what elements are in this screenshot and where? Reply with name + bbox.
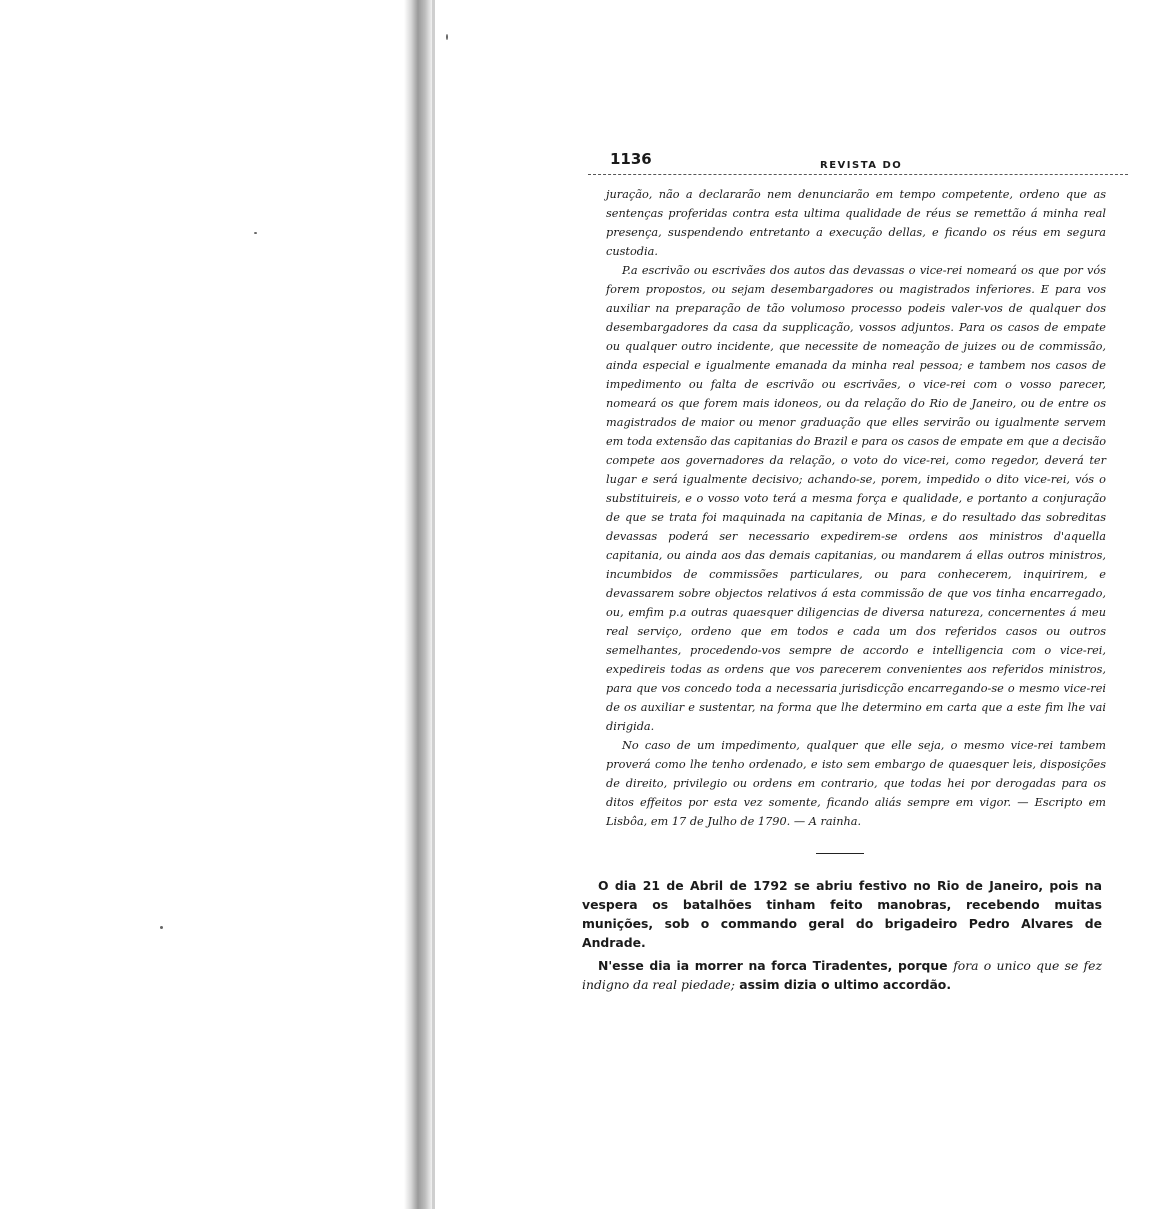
narrative-paragraph-2 bbox=[582, 956, 1102, 994]
narrative-text-start: N'esse dia ia morrer na forca Tiradentes, porque bbox=[598, 958, 948, 973]
paper-speck bbox=[160, 926, 163, 929]
quoted-verdict: fora o unico que se fez indigno da real piedade; bbox=[582, 958, 1102, 992]
running-head bbox=[588, 148, 1128, 175]
page-number: 1136 bbox=[610, 150, 652, 168]
paragraph-1: juração, não a declararão nem denunciarão em tempo competente, ordeno que as sentenças proferidas contra esta ultima qualidade de réus se remettão á minha real presença, suspendendo entretanto a execução dellas, e ficando os réus em segura custodia. bbox=[606, 188, 1106, 258]
paper-speck bbox=[254, 232, 257, 234]
running-title: REVISTA DO bbox=[820, 160, 903, 171]
book-binding-edge bbox=[432, 0, 435, 1209]
document-page bbox=[582, 148, 1128, 994]
narrative-text-end: assim dizia o ultimo accordão. bbox=[739, 977, 952, 992]
section-divider bbox=[816, 853, 864, 854]
narrative-paragraph-1: O dia 21 de Abril de 1792 se abriu festivo no Rio de Janeiro, pois na vespera os batalhões tinham feito manobras, recebendo muitas munições, sob o commando geral do brigadeiro Pedro Alvares de Andrade. bbox=[582, 878, 1102, 950]
book-binding-shadow bbox=[404, 0, 432, 1209]
paragraph-2: P.a escrivão ou escrivães dos autos das devassas o vice-rei nomeará os que por vós forem propostos, ou sejam desembargadores ou magistrados inferiores. E para vos auxiliar na preparação de tão volumoso processo podeis valer-vos de qualquer dos desembargadores da casa da supplicação, vossos adjuntos. Para os casos de empate ou qualquer outro incidente, que necessite de nomeação de juizes ou de commissão, ainda especial e igualmente emanada da minha real pessoa; e tambem nos casos de impedimento ou falta de escrivão ou escrivães, o vice-rei com o vosso parecer, nomeará os que forem mais idoneos, ou da relação do Rio de Janeiro, ou de entre os magistrados de maior ou menor graduação que elles servirão ou igualmente servem em toda extensão das capitanias do Brazil e para os casos de empate em que a decisão compete aos governadores da relação, o voto do vice-rei, como regedor, deverá ter lugar e será igualmente decisivo; achando-se, porem, impedido o dito vice-rei, vós o substituireis, e o vosso voto terá a mesma força e qualidade, e portanto a conjuração de que se trata foi maquinada na capitania de Minas, e do resultado das sobreditas devassas poderá ser necessario expedirem-se ordens aos ministros d'aquella capitania, ou ainda aos das demais capitanias, ou mandarem á ellas outros ministros, incumbidos de commissões particulares, ou para conhecerem, inquirirem, e devassarem sobre objectos relativos á esta commissão de que vos tinha encarregado, ou, emfim p.a outras quaesquer diligencias de diversa natureza, concernentes á meu real serviço, ordeno que em todos e cada um dos referidos casos ou outros semelhantes, procedendo-vos sempre de accordo e intelligencia com o vice-rei, expedireis todas as ordens que vos parecerem convenientes aos referidos ministros, para que vos concedo toda a necessaria jurisdicção encarregando-se o mesmo vice-rei de os auxiliar e sustentar, na forma que lhe determino em carta que a este fim lhe vai dirigida. bbox=[606, 264, 1106, 733]
paragraph-3: No caso de um impedimento, qualquer que elle seja, o mesmo vice-rei tambem proverá como lhe tenho ordenado, e isto sem embargo de quaesquer leis, disposições de direito, privilegio ou ordens em contrario, que todas hei por derogadas para os ditos effeitos por esta vez somente, ficando aliás sempre em vigor. — Escripto em Lisbôa, em 17 de Julho de 1790. — A rainha. bbox=[606, 739, 1106, 828]
paper-speck bbox=[446, 34, 448, 40]
